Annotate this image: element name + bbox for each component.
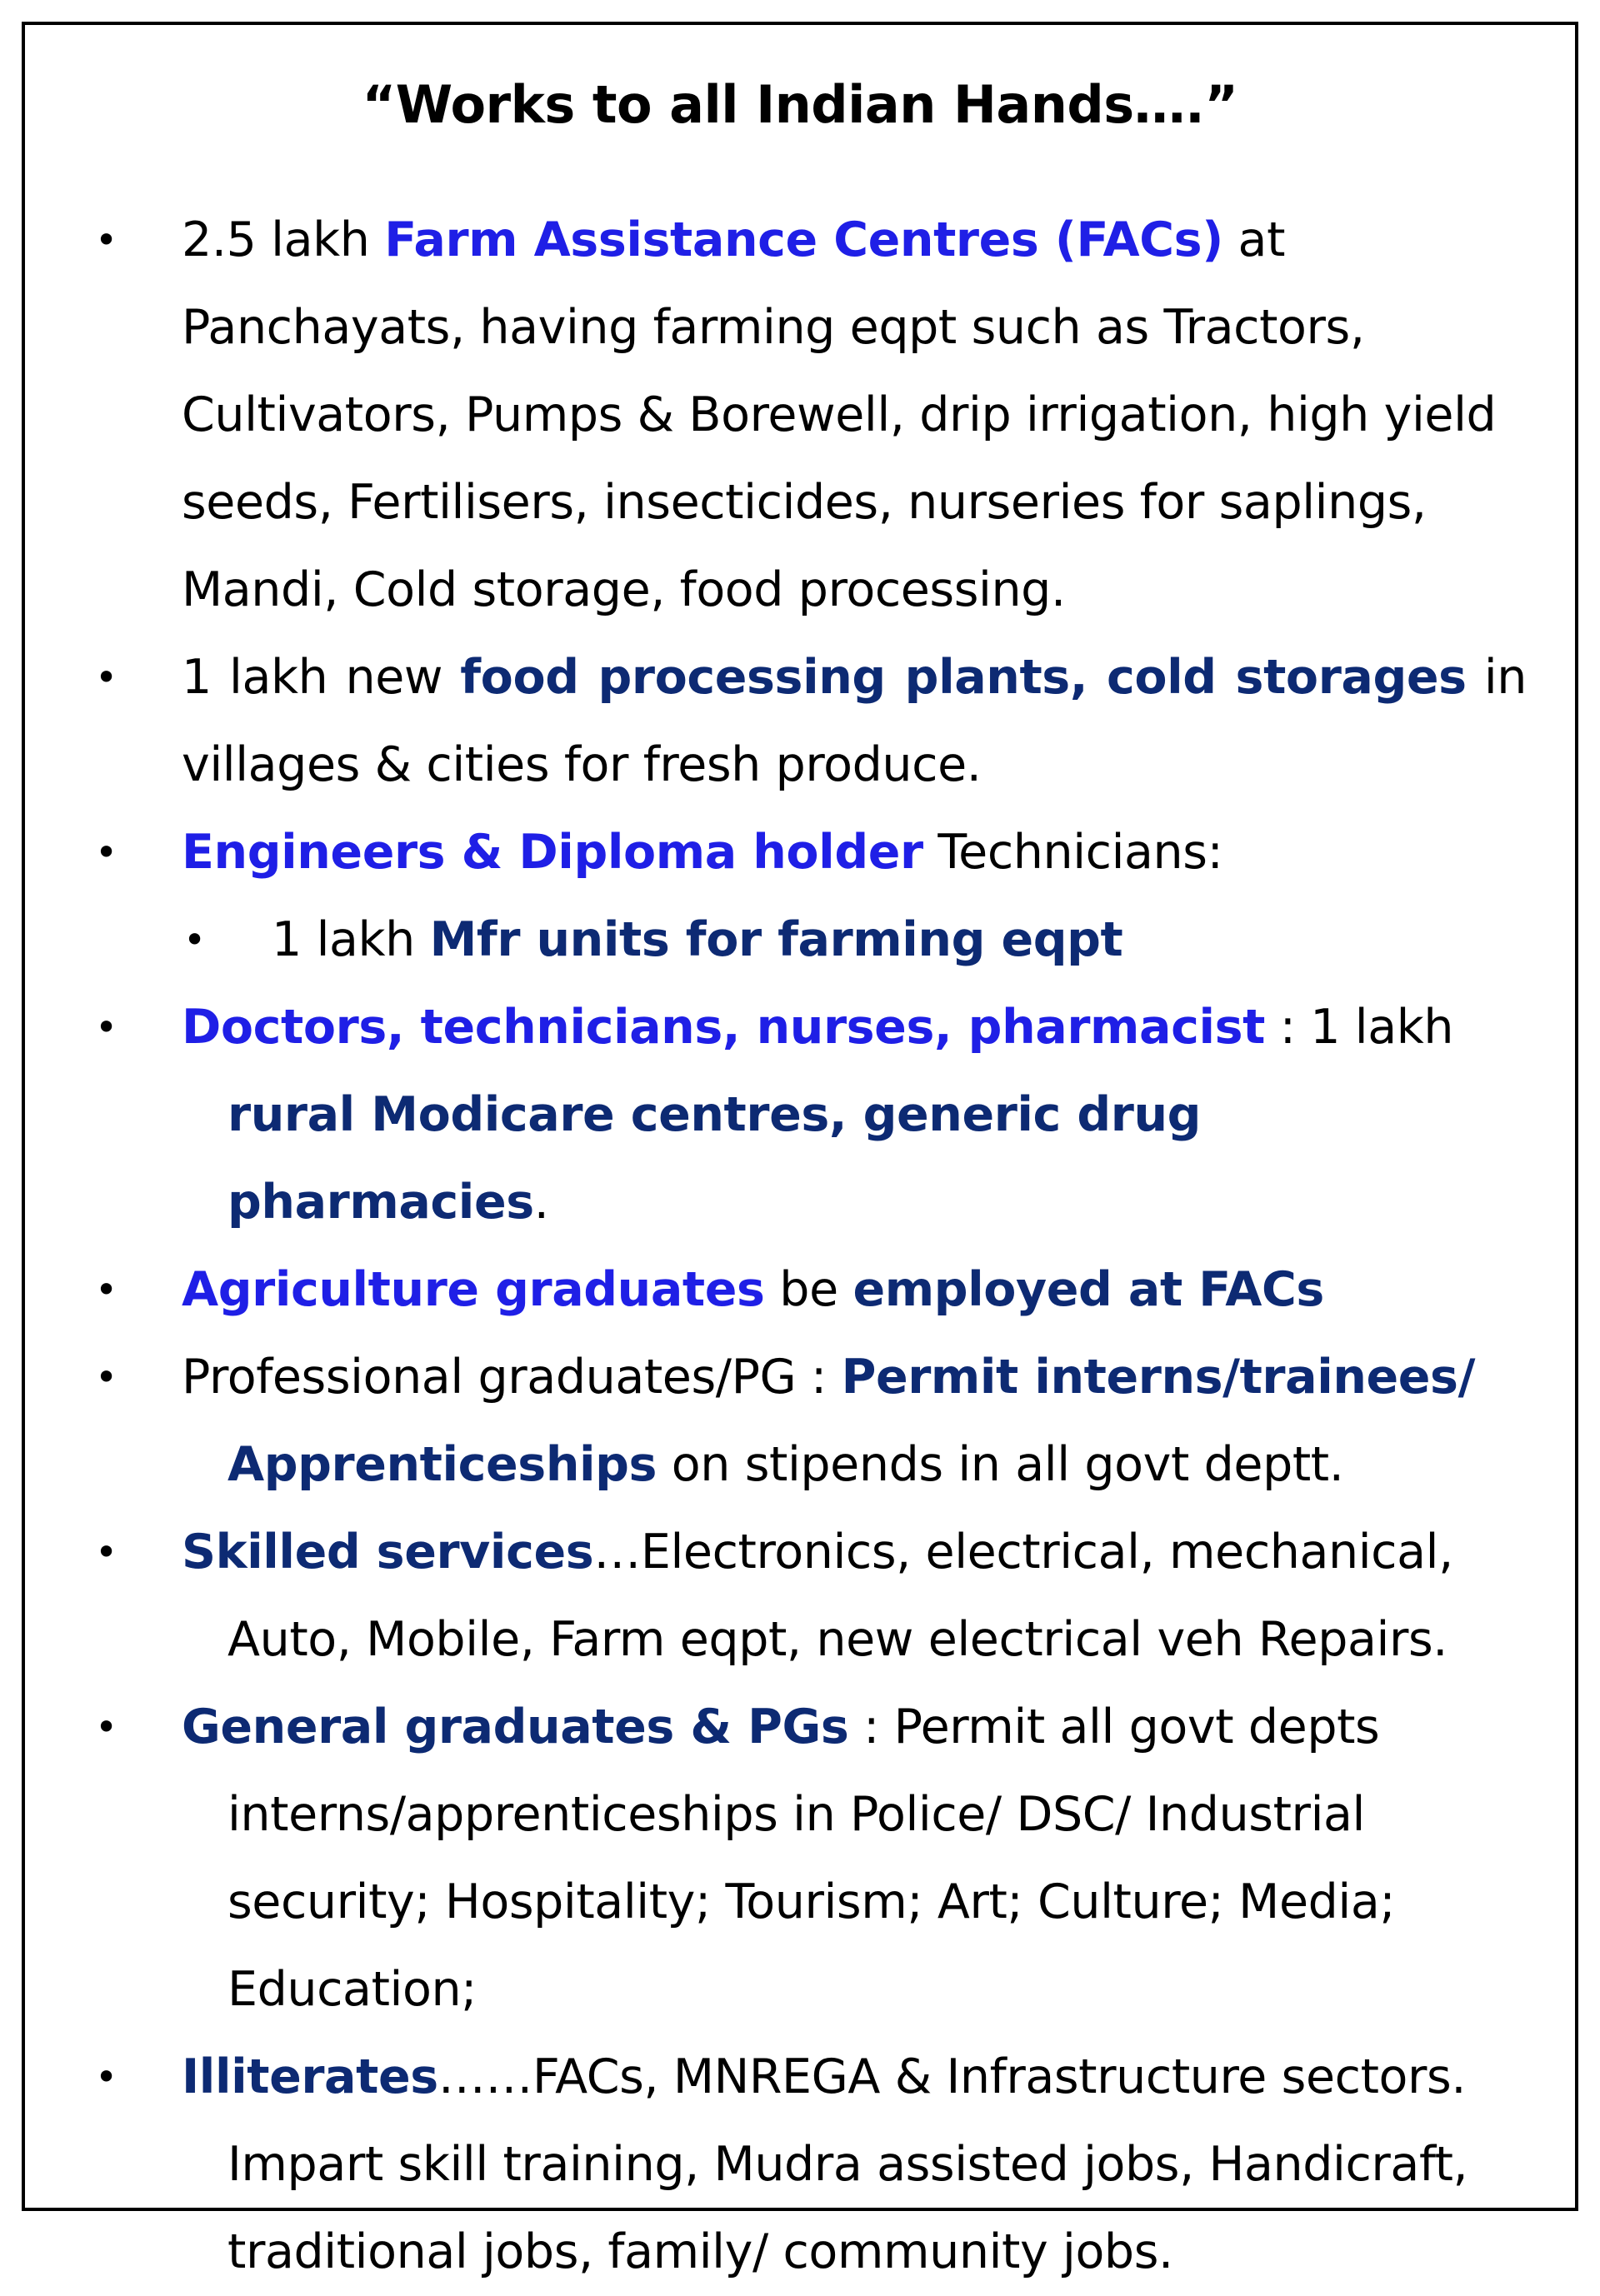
- bullet-icon: •: [95, 830, 118, 875]
- list-item: [25, 1246, 1575, 1334]
- item-text: 1 lakh new: [182, 650, 461, 705]
- bullet-icon: •: [95, 2054, 118, 2099]
- bullet-list: [25, 197, 1575, 2296]
- bullet-icon: •: [183, 917, 206, 962]
- item-highlight: Farm Assistance Centres (FACs): [384, 212, 1223, 267]
- list-item: [25, 1509, 1575, 1684]
- item-highlight: food processing plants, cold storages: [460, 650, 1467, 705]
- item-text: .: [533, 1175, 549, 1230]
- item-highlight: Doctors, technicians, nurses, pharmacist: [182, 1000, 1265, 1055]
- item-highlight: Illiterates: [182, 2049, 438, 2104]
- item-text: …Electronics, electrical, mechanical, Auto, Mobile, Farm eqpt, new electrical veh Repairs.: [228, 1525, 1453, 1667]
- list-item: [25, 197, 1575, 634]
- item-text: at Panchayats, having farming eqpt such as Tractors, Cultivators, Pumps & Borewell, drip irrigation, high yield seeds, Fertilisers, insecticides, nurseries for saplings, Mandi, Cold storage, food processing.: [182, 212, 1497, 617]
- sub-list-item: [25, 896, 1575, 984]
- item-highlight: Permit interns/trainees/ Apprenticeships: [228, 1350, 1475, 1492]
- bullet-icon: •: [95, 1267, 118, 1312]
- item-highlight: employed at FACs: [852, 1262, 1324, 1317]
- list-item: [25, 634, 1575, 809]
- document-title: “Works to all Indian Hands….”: [362, 74, 1238, 135]
- item-highlight: Skilled services: [182, 1525, 594, 1580]
- item-text: : Permit all govt depts interns/apprenticeships in Police/ DSC/ Industrial security; Hospitality; Tourism; Art; Culture; Media; Education;: [228, 1700, 1396, 2017]
- item-highlight: rural Modicare centres, generic drug pharmacies: [228, 1087, 1202, 1230]
- item-text: Professional graduates/PG :: [182, 1350, 842, 1405]
- bullet-icon: •: [95, 1005, 118, 1050]
- item-text: : 1 lakh: [1264, 1000, 1454, 1055]
- bullet-icon: •: [95, 1355, 118, 1400]
- bullet-icon: •: [95, 655, 118, 700]
- item-text: on stipends in all govt deptt.: [657, 1437, 1344, 1492]
- list-item: [25, 984, 1575, 1246]
- item-text: 2.5 lakh: [182, 212, 385, 267]
- item-text: be: [764, 1262, 853, 1317]
- list-item: [25, 809, 1575, 896]
- list-item: [25, 2034, 1575, 2296]
- item-highlight: Agriculture graduates: [182, 1262, 765, 1317]
- item-text: in villages & cities for fresh produce.: [182, 650, 1527, 792]
- item-highlight: Mfr units for farming eqpt: [429, 912, 1123, 967]
- list-item: [25, 1334, 1575, 1509]
- list-item: [25, 1684, 1575, 2034]
- item-highlight: Engineers & Diploma holder: [182, 825, 923, 880]
- item-text: Technicians:: [922, 825, 1223, 880]
- item-text: ……FACs, MNREGA & Infrastructure sectors. Impart skill training, Mudra assisted jobs, Handicraft, traditional jobs, family/ community jobs.: [228, 2049, 1468, 2279]
- item-highlight: General graduates & PGs: [182, 1700, 849, 1754]
- item-text: 1 lakh: [272, 912, 430, 967]
- bullet-icon: •: [95, 1530, 118, 1575]
- bullet-icon: •: [95, 1705, 118, 1749]
- document-frame: [22, 22, 1578, 2279]
- bullet-icon: •: [95, 217, 118, 262]
